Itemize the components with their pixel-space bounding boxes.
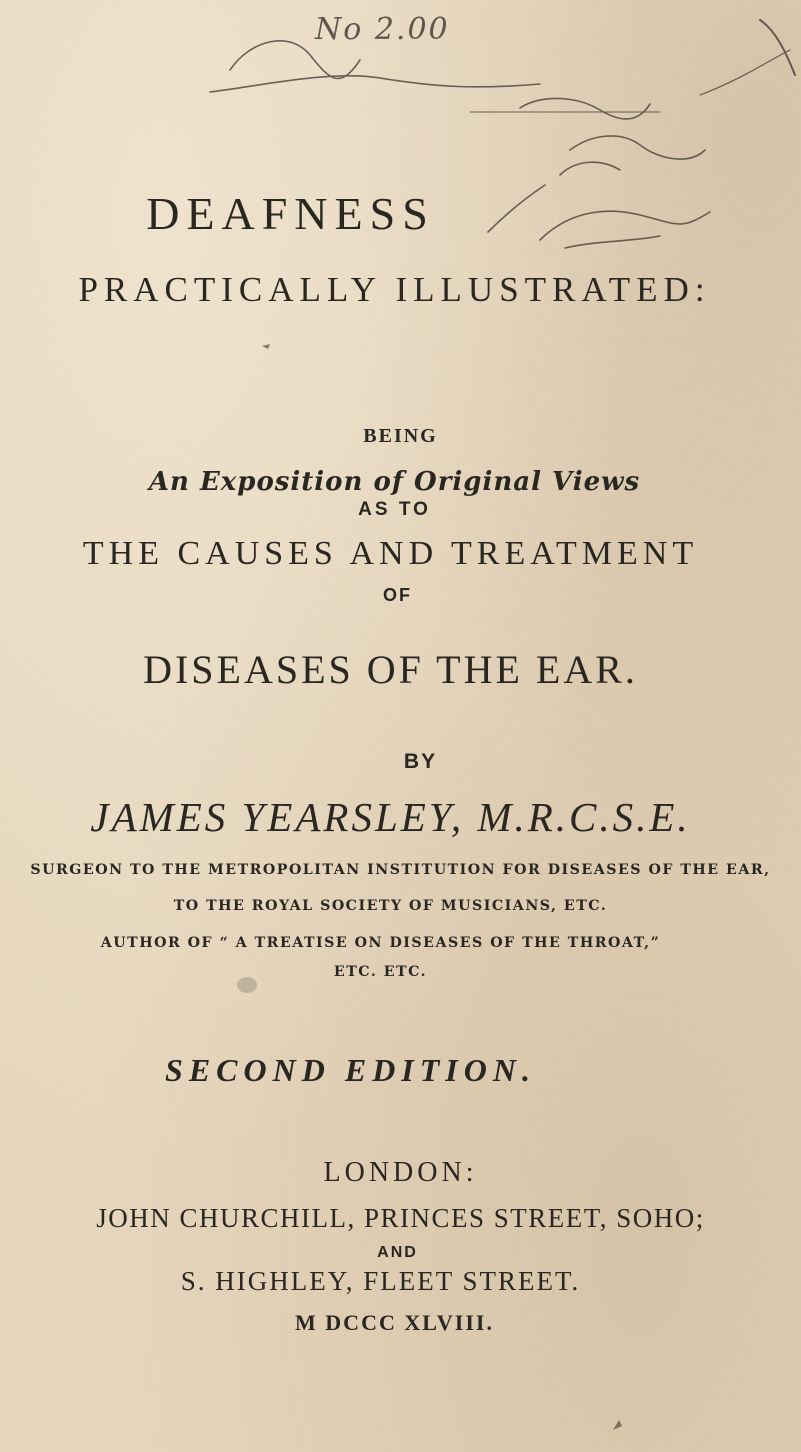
title-diseases: DISEASES OF THE EAR. (143, 647, 638, 692)
imprint-city: LONDON: (323, 1157, 478, 1188)
edition: SECOND EDITION. (165, 1052, 536, 1088)
title-of: OF (383, 585, 412, 605)
title-being: BEING (363, 425, 438, 447)
title-exposition: An Exposition of Original Views (148, 467, 641, 497)
top-inscription: No 2.00 (315, 12, 450, 47)
author-credential-3: AUTHOR OF “ A TREATISE ON DISEASES OF THE THROAT,” (100, 935, 661, 951)
author-credential-2: TO THE ROYAL SOCIETY OF MUSICIANS, ETC. (173, 898, 608, 914)
inscription-stroke-3 (560, 162, 620, 175)
imprint-publisher-1: JOHN CHURCHILL, PRINCES STREET, SOHO; (96, 1203, 705, 1233)
title-as-to: AS TO (358, 499, 431, 520)
corner-mark-2 (700, 50, 790, 95)
imprint-year: M DCCC XLVIII. (295, 1310, 494, 1335)
title-main: DEAFNESS (146, 188, 435, 239)
author-credential-1: SURGEON TO THE METROPOLITAN INSTITUTION FOR DISEASES OF THE EAR, (30, 862, 771, 878)
inscription-stroke (520, 98, 650, 118)
author-credential-4: ETC. ETC. (333, 964, 428, 980)
title-causes: THE CAUSES AND TREATMENT (82, 535, 699, 572)
corner-mark (760, 20, 795, 75)
inscription-stroke-2 (570, 136, 705, 159)
author-name: JAMES YEARSLEY, M.R.C.S.E. (90, 794, 691, 840)
imprint-conjunction: AND (377, 1244, 418, 1261)
ornament-mark (262, 344, 270, 349)
title-subtitle: PRACTICALLY ILLUSTRATED: (78, 270, 711, 309)
pencil-tick (613, 1420, 622, 1430)
imprint-publisher-2: S. HIGHLEY, FLEET STREET. (180, 1266, 581, 1296)
signature-stroke (210, 76, 540, 92)
author-by: BY (403, 750, 438, 773)
